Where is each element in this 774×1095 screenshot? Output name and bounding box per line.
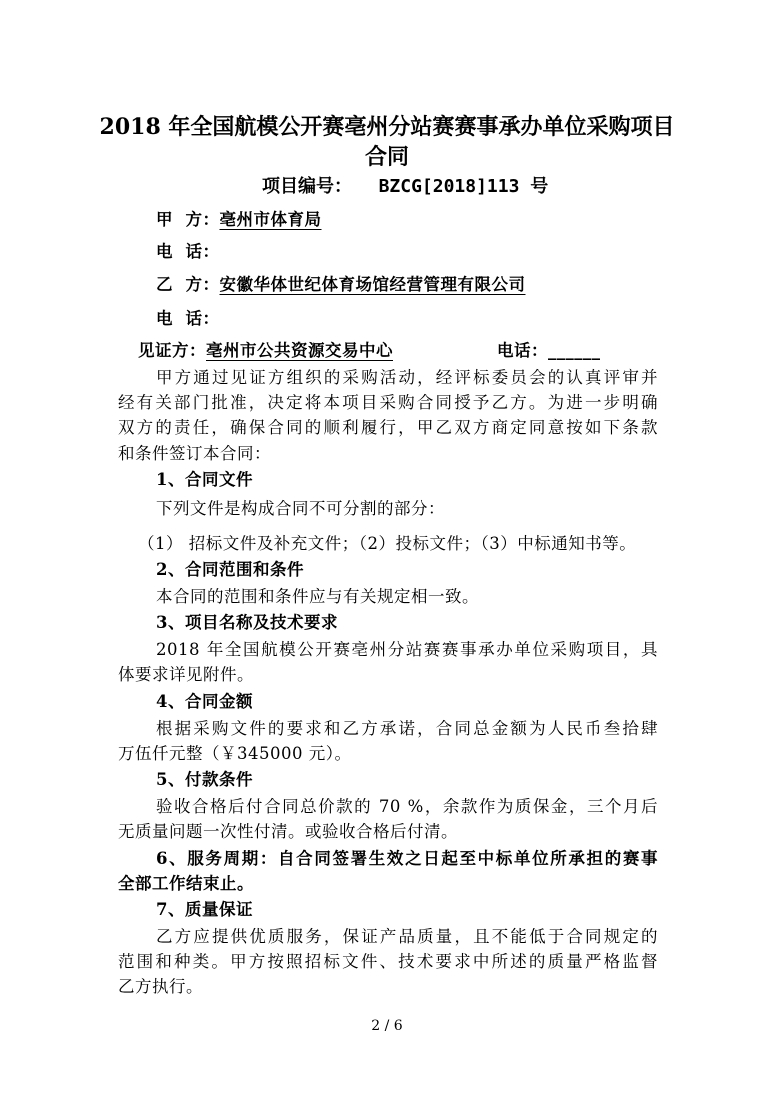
- doc-title-line1: 2018 年全国航模公开赛亳州分站赛赛事承办单位采购项目: [99, 114, 675, 140]
- witness-name: 亳州市公共资源交易中心: [206, 341, 393, 360]
- section-4-line-2: 万伍仟元整（￥345000 元）。: [118, 744, 352, 763]
- section-7-line-1: 乙方应提供优质服务，保证产品质量，且不能低于合同规定的: [156, 927, 658, 946]
- section-7-line-3: 乙方执行。: [118, 977, 203, 996]
- intro-line-2: 经有关部门批准，决定将本项目采购合同授予乙方。为进一步明确: [118, 393, 658, 412]
- phone-b-row: [156, 305, 220, 329]
- section-6-line-1: 6、服务周期：自合同签署生效之日起至中标单位所承担的赛事: [156, 849, 658, 868]
- section-5-line-1: 验收合格后付合同总价款的 70 %，余款作为质保金，三个月后: [156, 797, 658, 816]
- section-3-line-1: 2018 年全国航模公开赛亳州分站赛赛事承办单位采购项目，具: [156, 640, 658, 659]
- witness-row: [138, 337, 393, 361]
- section-7-heading: 7、质量保证: [156, 900, 253, 919]
- intro-line-4: 和条件签订本合同：: [118, 444, 271, 463]
- section-4-line-1: 根据采购文件的要求和乙方承诺，合同总金额为人民币叁拾肆: [156, 719, 658, 738]
- witness-phone: [497, 337, 601, 361]
- party-a-name: 亳州市体育局: [219, 210, 322, 229]
- witness-phone-blank: ______: [548, 341, 601, 360]
- section-3-heading: 3、项目名称及技术要求: [156, 613, 338, 632]
- section-1-heading: 1、合同文件: [156, 470, 253, 489]
- intro-line-3: 双方的责任，确保合同的顺利履行，甲乙双方商定同意按如下条款: [118, 418, 658, 437]
- section-6-line-2: 全部工作结束止。: [118, 874, 254, 893]
- section-7-line-2: 范围和种类。甲方按照招标文件、技术要求中所述的质量严格监督: [118, 952, 658, 971]
- project-number: [262, 172, 548, 198]
- phone-b-label: 电 话：: [156, 309, 220, 328]
- witness-phone-label: 电话：: [497, 341, 548, 360]
- project-no-value: BZCG[2018]113 号: [378, 176, 549, 197]
- party-b-row: [156, 271, 526, 295]
- party-a-row: [156, 206, 322, 230]
- section-5-heading: 5、付款条件: [156, 770, 253, 789]
- page-number: 2 / 6: [371, 1018, 403, 1034]
- witness-label: 见证方：: [138, 341, 206, 360]
- section-2-text: 本合同的范围和条件应与有关规定相一致。: [156, 587, 479, 606]
- party-a-label: 甲 方：: [156, 210, 220, 229]
- section-1-items: （1） 招标文件及补充文件；（2）投标文件；（3）中标通知书等。: [138, 534, 637, 553]
- doc-title-line2: 合同: [364, 144, 409, 170]
- party-b-label: 乙 方：: [156, 275, 220, 294]
- section-2-heading: 2、合同范围和条件: [156, 560, 304, 579]
- section-5-line-2: 无质量问题一次性付清。或验收合格后付清。: [118, 822, 458, 841]
- party-b-name: 安徽华体世纪体育场馆经营管理有限公司: [219, 275, 526, 294]
- section-3-line-2: 体要求详见附件。: [118, 665, 254, 684]
- project-no-label: 项目编号：: [262, 176, 352, 197]
- intro-line-1: 甲方通过见证方组织的采购活动，经评标委员会的认真评审并: [156, 368, 658, 387]
- phone-a-label: 电 话：: [156, 242, 220, 261]
- section-1-text: 下列文件是构成合同不可分割的部分：: [156, 499, 445, 518]
- section-4-heading: 4、合同金额: [156, 692, 253, 711]
- phone-a-row: [156, 238, 220, 262]
